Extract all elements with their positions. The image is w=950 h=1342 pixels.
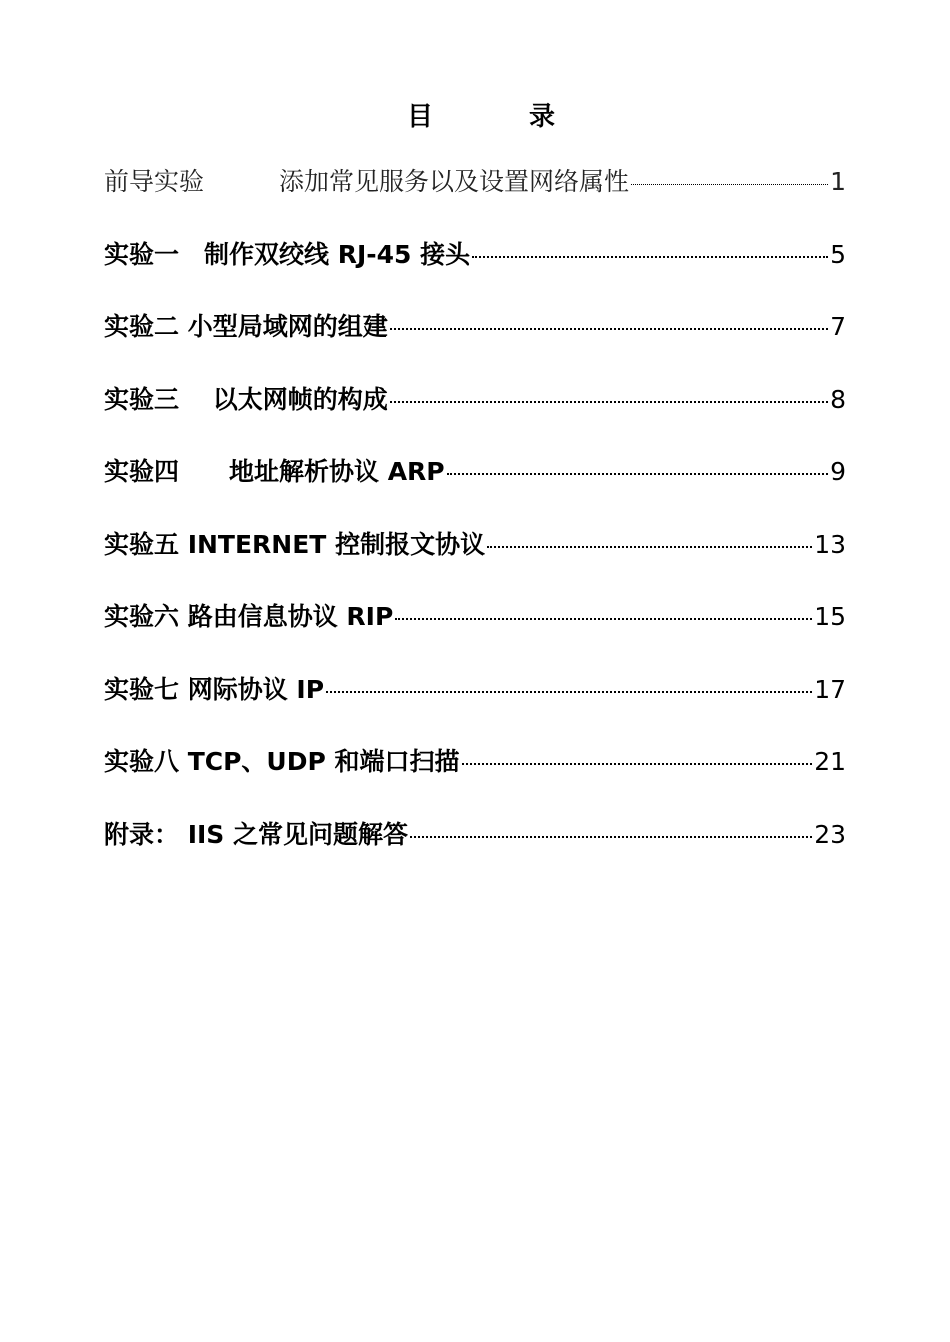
toc-entry[interactable]	[104, 670, 846, 743]
dot-leader	[472, 256, 828, 258]
dot-leader	[390, 328, 828, 330]
dot-leader	[462, 763, 813, 765]
toc-entry-label: 实验五 INTERNET 控制报文协议	[104, 529, 486, 559]
toc-entry-label: 实验四 地址解析协议 ARP	[104, 457, 445, 486]
toc-entry[interactable]	[104, 380, 846, 453]
toc-entry-page: 8	[830, 384, 846, 414]
toc-list	[104, 162, 846, 887]
dot-leader	[631, 184, 828, 185]
dot-leader	[326, 691, 812, 693]
toc-entry[interactable]	[104, 742, 846, 815]
dot-leader	[390, 401, 828, 403]
toc-entry-page: 23	[814, 819, 846, 849]
toc-entry-page: 5	[830, 239, 846, 269]
toc-title-char-1: 目	[406, 102, 433, 132]
toc-entry[interactable]	[104, 597, 846, 670]
toc-entry-page: 1	[830, 167, 846, 196]
toc-entry-label: 实验八 TCP、UDP 和端口扫描	[104, 747, 460, 776]
dot-leader	[447, 473, 828, 475]
toc-entry[interactable]	[104, 235, 846, 308]
toc-entry-label: 实验三 以太网帧的构成	[104, 384, 388, 414]
toc-entry-label: 实验一 制作双绞线 RJ-45 接头	[104, 239, 471, 269]
toc-entry-page: 13	[814, 529, 846, 559]
toc-title-char-2: 录	[529, 102, 556, 132]
toc-entry[interactable]	[104, 525, 846, 598]
toc-entry-label: 实验六 路由信息协议 RIP	[104, 602, 394, 631]
toc-entry-page: 15	[814, 602, 846, 631]
toc-entry-label: 附录： IIS 之常见问题解答	[104, 819, 409, 849]
dot-leader	[395, 618, 812, 620]
toc-title	[0, 96, 950, 133]
toc-entry[interactable]	[104, 815, 846, 888]
toc-entry-label: 实验七 网际协议 IP	[104, 674, 325, 704]
toc-entry[interactable]	[104, 307, 846, 380]
toc-entry-page: 21	[814, 747, 846, 776]
toc-entry-page: 17	[814, 674, 846, 704]
toc-entry-label: 前导实验 添加常见服务以及设置网络属性	[104, 167, 630, 196]
toc-entry-page: 9	[830, 457, 846, 486]
dot-leader	[410, 836, 812, 838]
toc-entry[interactable]	[104, 452, 846, 525]
toc-entry-label: 实验二 小型局域网的组建	[104, 312, 388, 341]
toc-entry-page: 7	[830, 312, 846, 341]
dot-leader	[487, 546, 812, 548]
toc-entry[interactable]	[104, 162, 846, 235]
